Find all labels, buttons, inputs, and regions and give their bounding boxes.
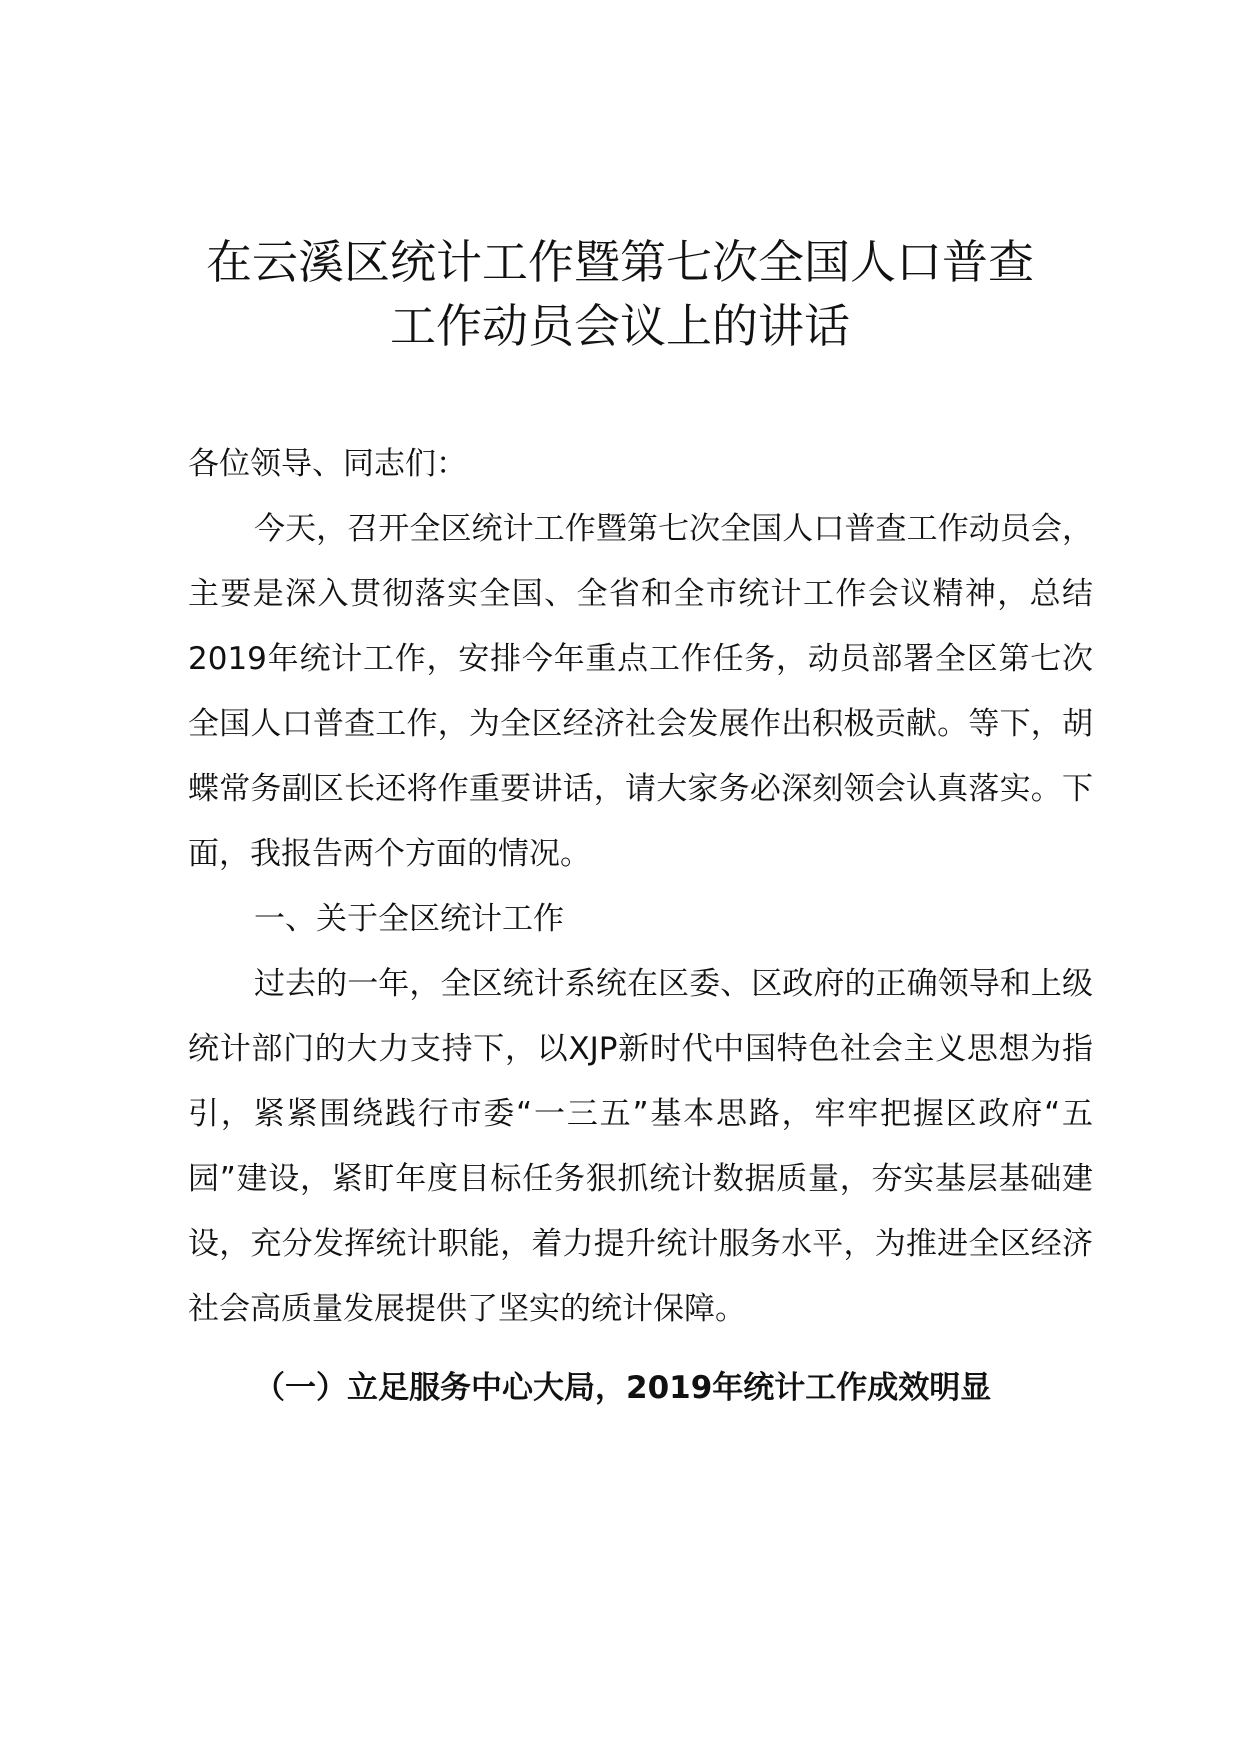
paragraph-review: 过去的一年，全区统计系统在区委、区政府的正确领导和上级统计部门的大力支持下，以XJP新时代中国特色社会主义思想为指引，紧紧围绕践行市委“一三五”基本思路，牢牢把握区政府“五园”建设，紧盯年度目标任务狠抓统计数据质量，夯实基层基础建设，充分发挥统计职能，着力提升统计服务水平，为推进全区经济社会高质量发展提供了坚实的统计保障。 — [188, 966, 1093, 1327]
document-title — [150, 230, 1090, 358]
subheading-1: （一）立足服务中心大局，2019年统计工作成效明显 — [254, 1370, 992, 1406]
document-body — [188, 432, 1093, 1421]
title-line-1: 在云溪区统计工作暨第七次全国人口普查 — [206, 235, 1034, 289]
section-heading-1: 一、关于全区统计工作 — [254, 901, 564, 937]
title-line-2: 工作动员会议上的讲话 — [390, 299, 850, 353]
paragraph-opening: 今天，召开全区统计工作暨第七次全国人口普查工作动员会，主要是深入贯彻落实全国、全省和全市统计工作会议精神，总结2019年统计工作，安排今年重点工作任务，动员部署全区第七次全国人口普查工作，为全区经济社会发展作出积极贡献。等下，胡蝶常务副区长还将作重要讲话，请大家务必深刻领会认真落实。下面，我报告两个方面的情况。 — [188, 511, 1093, 872]
salutation: 各位领导、同志们： — [188, 446, 467, 482]
